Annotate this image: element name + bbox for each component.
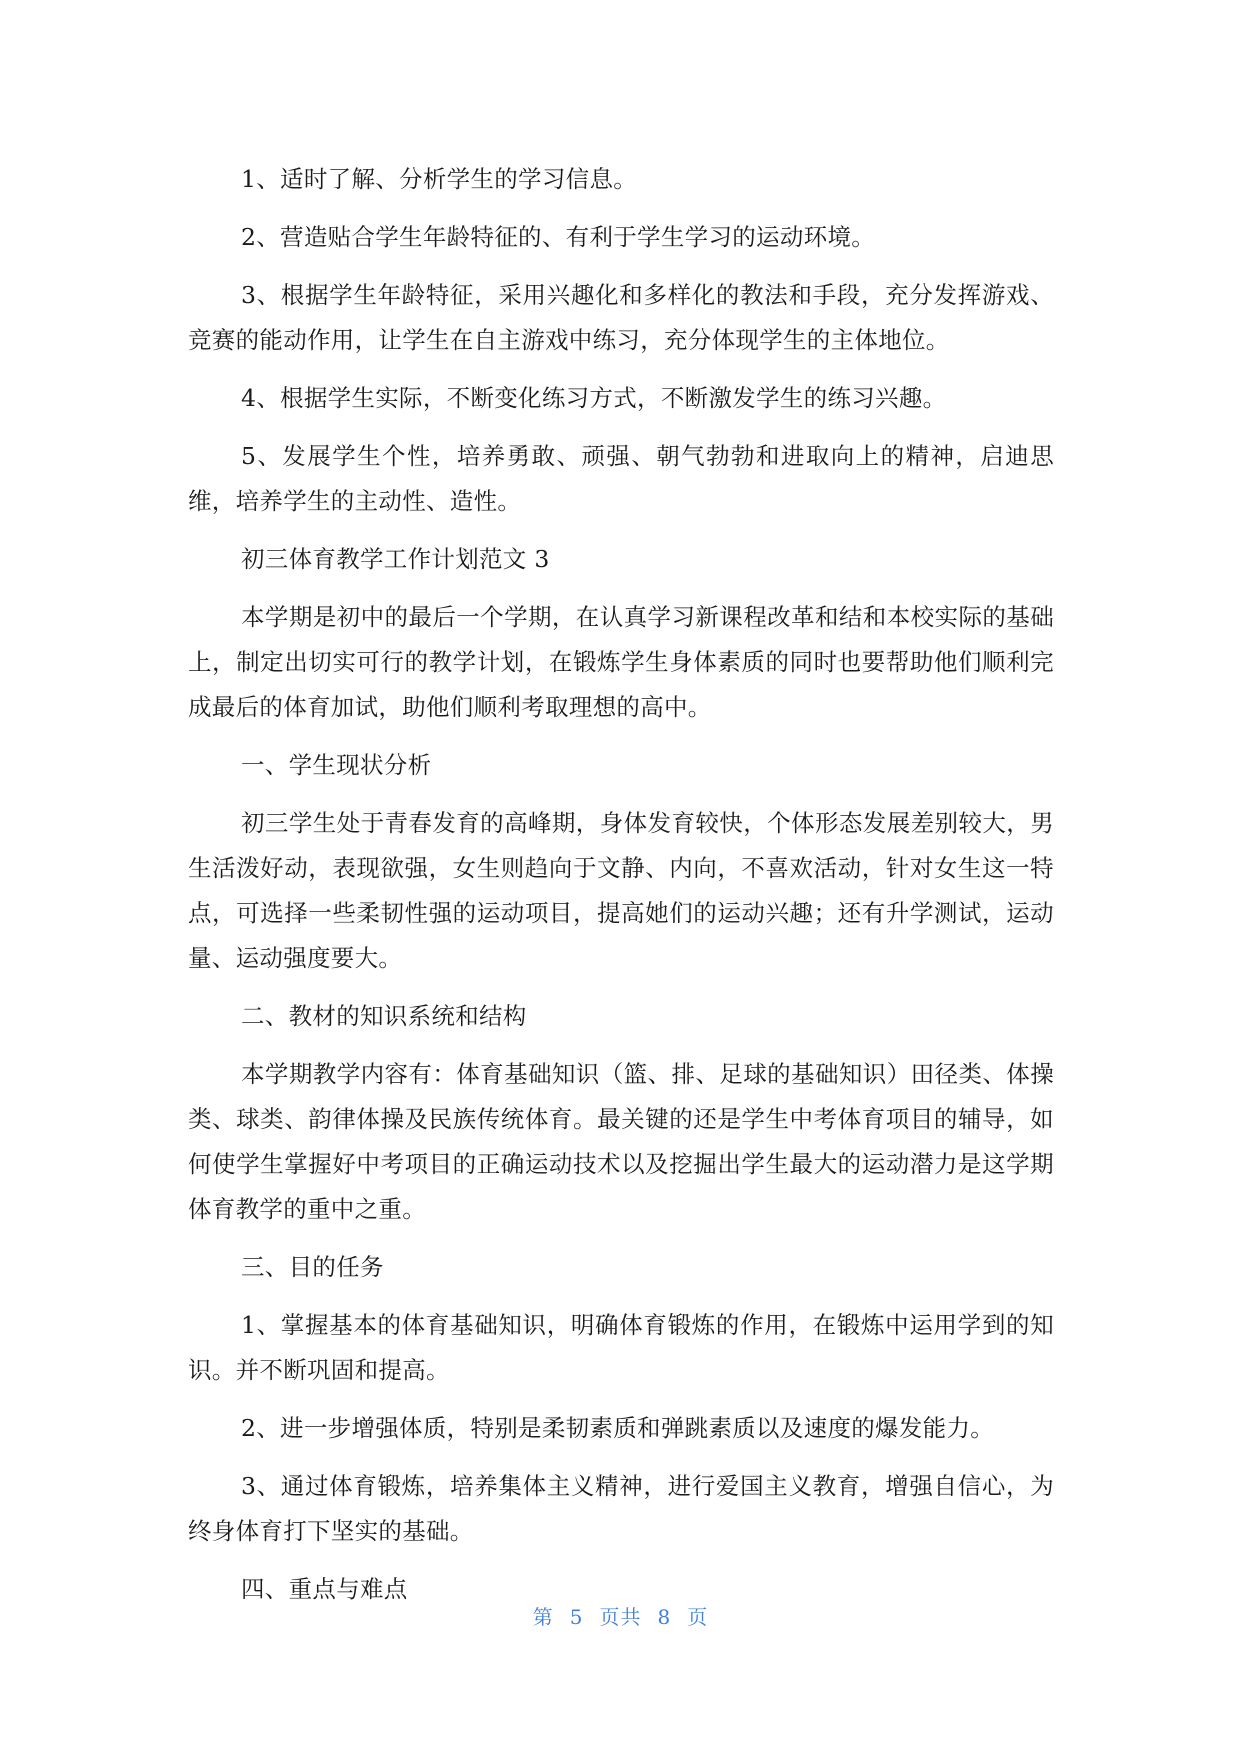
footer-mid: 页共	[599, 1605, 642, 1629]
paragraph-item-4: 4、根据学生实际，不断变化练习方式，不断激发学生的练习兴趣。	[241, 384, 947, 412]
current-page-number: 5	[569, 1605, 584, 1629]
heading-curriculum-structure: 二、教材的知识系统和结构	[241, 1002, 527, 1030]
curriculum-paragraph: 本学期教学内容有：体育基础知识（篮、排、足球的基础知识）田径类、体操类、球类、韵律体操及民族传统体育。最关键的还是学生中考体育项目的辅导，如何使学生掌握好中考项目的正确运动技术以及挖掘出学生最大的运动潜力是这学期体育教学的重中之重。	[188, 1060, 1054, 1223]
paragraph-item-2: 2、营造贴合学生年龄特征的、有利于学生学习的运动环境。	[241, 223, 876, 251]
student-analysis-paragraph: 初三学生处于青春发育的高峰期，身体发育较快，个体形态发展差别较大，男生活泼好动，表现欲强，女生则趋向于文静、内向，不喜欢活动，针对女生这一特点，可选择一些柔韧性强的运动项目，提高她们的运动兴趣；还有升学测试，运动量、运动强度要大。	[188, 809, 1054, 972]
intro-paragraph: 本学期是初中的最后一个学期，在认真学习新课程改革和结和本校实际的基础上，制定出切实可行的教学计划，在锻炼学生身体素质的同时也要帮助他们顺利完成最后的体育加试，助他们顺利考取理想的高中。	[188, 603, 1054, 721]
document-body	[188, 157, 1054, 1625]
paragraph-item-3: 3、根据学生年龄特征，采用兴趣化和多样化的教法和手段，充分发挥游戏、竞赛的能动作用，让学生在自主游戏中练习，充分体现学生的主体地位。	[188, 281, 1054, 354]
total-page-number: 8	[657, 1605, 672, 1629]
heading-key-points: 四、重点与难点	[241, 1575, 408, 1603]
heading-student-analysis: 一、学生现状分析	[241, 751, 432, 779]
objective-item-3: 3、通过体育锻炼，培养集体主义精神，进行爱国主义教育，增强自信心，为终身体育打下坚实的基础。	[188, 1472, 1054, 1545]
section-title: 初三体育教学工作计划范文 3	[241, 545, 550, 573]
heading-objectives: 三、目的任务	[241, 1253, 384, 1281]
footer-suffix: 页	[687, 1605, 709, 1629]
paragraph-item-5: 5、发展学生个性，培养勇敢、顽强、朝气勃勃和进取向上的精神，启迪思维，培养学生的主动性、造性。	[188, 442, 1054, 515]
page-footer	[0, 1601, 1241, 1630]
objective-item-1: 1、掌握基本的体育基础知识，明确体育锻炼的作用，在锻炼中运用学到的知识。并不断巩固和提高。	[188, 1311, 1054, 1384]
footer-prefix: 第	[532, 1605, 554, 1629]
objective-item-2: 2、进一步增强体质，特别是柔韧素质和弹跳素质以及速度的爆发能力。	[241, 1414, 995, 1442]
paragraph-item-1: 1、适时了解、分析学生的学习信息。	[241, 165, 638, 193]
